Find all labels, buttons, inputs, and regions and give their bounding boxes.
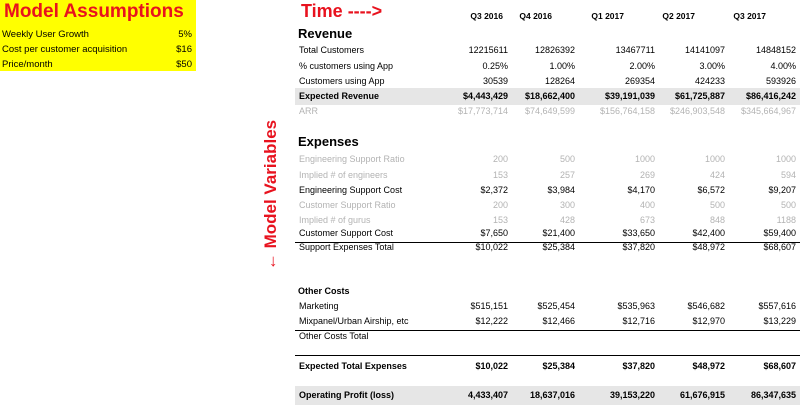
cell[interactable]: 673: [639, 215, 655, 225]
cell[interactable]: 3.00%: [699, 61, 725, 71]
table-row-arr[interactable]: [295, 102, 800, 120]
cell[interactable]: $6,572: [697, 185, 725, 195]
other-costs-title: Other Costs: [298, 286, 350, 296]
table-row-support-expenses-total[interactable]: [295, 238, 800, 256]
model-variables-label-wrap: [249, 110, 293, 280]
cell[interactable]: $25,384: [542, 361, 575, 371]
cell[interactable]: $4,170: [627, 185, 655, 195]
cell[interactable]: 61,676,915: [679, 390, 725, 400]
row-label: Expected Total Expenses: [299, 361, 407, 371]
assumption-value[interactable]: $50: [176, 59, 192, 70]
time-axis-label: Time ---->: [301, 1, 383, 21]
cell[interactable]: $535,963: [617, 301, 655, 311]
assumption-label: Cost per customer acquisition: [2, 44, 128, 55]
assumption-label: Price/month: [2, 59, 53, 70]
cell[interactable]: 153: [492, 170, 508, 180]
cell[interactable]: $42,400: [692, 228, 725, 238]
cell[interactable]: 1188: [776, 215, 796, 225]
cell[interactable]: 593926: [765, 76, 796, 86]
cell[interactable]: $12,222: [475, 316, 508, 326]
cell[interactable]: 500: [559, 154, 575, 164]
row-label: Implied # of engineers: [299, 170, 388, 180]
row-label: Customer Support Cost: [299, 228, 394, 238]
cell[interactable]: $2,372: [480, 185, 508, 195]
cell[interactable]: $37,820: [622, 361, 655, 371]
table-row-other-costs-total[interactable]: [295, 327, 800, 345]
cell[interactable]: $21,400: [542, 228, 575, 238]
quarter-header: Q1 2017: [591, 11, 624, 21]
row-label: Customer Support Ratio: [299, 200, 396, 210]
cell[interactable]: $25,384: [542, 242, 575, 252]
quarter-header: Q3 2017: [733, 11, 766, 21]
assumption-row-weekly-growth[interactable]: [2, 27, 192, 43]
cell[interactable]: 269: [639, 170, 655, 180]
cell[interactable]: 12215611: [468, 45, 508, 55]
cell[interactable]: 128264: [544, 76, 575, 86]
row-label: ARR: [299, 106, 319, 116]
cell[interactable]: $4,443,429: [462, 91, 508, 101]
cell[interactable]: $12,466: [542, 316, 575, 326]
row-label: Mixpanel/Urban Airship, etc: [299, 316, 409, 326]
model-assumptions-panel: [0, 0, 196, 71]
cell[interactable]: $557,616: [758, 301, 796, 311]
cell[interactable]: 1.00%: [549, 61, 575, 71]
cell[interactable]: $13,229: [763, 316, 796, 326]
cell[interactable]: 400: [639, 200, 655, 210]
cell[interactable]: 200: [492, 154, 508, 164]
cell[interactable]: 500: [780, 200, 796, 210]
cell[interactable]: 200: [492, 200, 508, 210]
cell[interactable]: 13467711: [615, 45, 655, 55]
assumption-label: Weekly User Growth: [2, 29, 89, 40]
quarter-header: Q4 2016: [519, 11, 552, 21]
cell[interactable]: 14848152: [755, 45, 796, 55]
cell[interactable]: 594: [780, 170, 796, 180]
expenses-section-title: Expenses: [298, 134, 359, 149]
cell[interactable]: $246,903,548: [669, 106, 725, 116]
row-label: Engineering Support Cost: [299, 185, 403, 195]
assumption-value[interactable]: 5%: [178, 29, 192, 40]
cell[interactable]: $7,650: [480, 228, 508, 238]
cell[interactable]: $33,650: [622, 228, 655, 238]
cell[interactable]: $156,764,158: [599, 106, 655, 116]
cell[interactable]: 1000: [634, 154, 655, 164]
cell[interactable]: $39,191,039: [604, 91, 655, 101]
cell[interactable]: 86,347,635: [750, 390, 796, 400]
cell[interactable]: 424233: [694, 76, 725, 86]
table-row-expected-total-expenses[interactable]: [295, 355, 800, 377]
cell[interactable]: $18,662,400: [524, 91, 575, 101]
cell[interactable]: 1000: [775, 154, 796, 164]
cell[interactable]: 1000: [704, 154, 725, 164]
cell[interactable]: $61,725,887: [674, 91, 725, 101]
row-label: Customers using App: [299, 76, 385, 86]
quarter-header: Q3 2016: [470, 11, 503, 21]
cell[interactable]: $68,607: [763, 361, 796, 371]
cell[interactable]: $3,984: [547, 185, 575, 195]
cell[interactable]: $546,682: [687, 301, 725, 311]
cell[interactable]: $48,972: [692, 242, 725, 252]
row-label: Operating Profit (loss): [299, 390, 395, 400]
cell[interactable]: $17,773,714: [457, 106, 508, 116]
cell[interactable]: $48,972: [692, 361, 725, 371]
cell[interactable]: 848: [709, 215, 725, 225]
cell[interactable]: $12,716: [622, 316, 655, 326]
cell[interactable]: 12826392: [534, 45, 575, 55]
cell[interactable]: 257: [559, 170, 575, 180]
cell[interactable]: 424: [709, 170, 725, 180]
cell[interactable]: 428: [559, 215, 575, 225]
table-row-operating-profit[interactable]: [295, 386, 800, 405]
cell[interactable]: $9,207: [768, 185, 796, 195]
cell[interactable]: $68,607: [763, 242, 796, 252]
cell[interactable]: $74,649,599: [524, 106, 575, 116]
cell[interactable]: 153: [492, 215, 508, 225]
cell[interactable]: 4.00%: [770, 61, 796, 71]
cell[interactable]: 4,433,407: [467, 390, 508, 400]
quarter-header: Q2 2017: [662, 11, 695, 21]
cell[interactable]: $86,416,242: [745, 91, 796, 101]
cell[interactable]: $10,022: [475, 242, 508, 252]
cell[interactable]: 30539: [482, 76, 508, 86]
row-label: Total Customers: [299, 45, 365, 55]
assumption-row-cac[interactable]: [2, 42, 192, 58]
row-label: % customers using App: [299, 61, 394, 71]
cell[interactable]: $10,022: [475, 361, 508, 371]
revenue-section-title: Revenue: [298, 26, 353, 41]
cell[interactable]: 18,637,016: [529, 390, 575, 400]
row-label: Implied # of gurus: [299, 215, 371, 225]
assumption-value[interactable]: $16: [176, 44, 192, 55]
row-label: Engineering Support Ratio: [299, 154, 405, 164]
row-label: Support Expenses Total: [299, 242, 394, 252]
row-label: Marketing: [299, 301, 339, 311]
cell[interactable]: $12,970: [692, 316, 725, 326]
row-label: Other Costs Total: [299, 331, 369, 341]
cell[interactable]: $345,664,967: [740, 106, 796, 116]
model-variables-label: ← Model Variables: [261, 119, 280, 271]
cell[interactable]: $59,400: [763, 228, 796, 238]
cell[interactable]: 0.25%: [482, 61, 508, 71]
cell[interactable]: 300: [559, 200, 575, 210]
cell[interactable]: 2.00%: [629, 61, 655, 71]
cell[interactable]: $525,454: [537, 301, 575, 311]
cell[interactable]: $37,820: [622, 242, 655, 252]
cell[interactable]: $515,151: [470, 301, 508, 311]
cell[interactable]: 14141097: [684, 45, 725, 55]
cell[interactable]: 500: [709, 200, 725, 210]
cell[interactable]: 269354: [624, 76, 655, 86]
cell[interactable]: 39,153,220: [609, 390, 655, 400]
row-label: Expected Revenue: [299, 91, 380, 101]
assumption-row-price[interactable]: [2, 57, 192, 73]
model-assumptions-title: Model Assumptions: [4, 1, 184, 22]
